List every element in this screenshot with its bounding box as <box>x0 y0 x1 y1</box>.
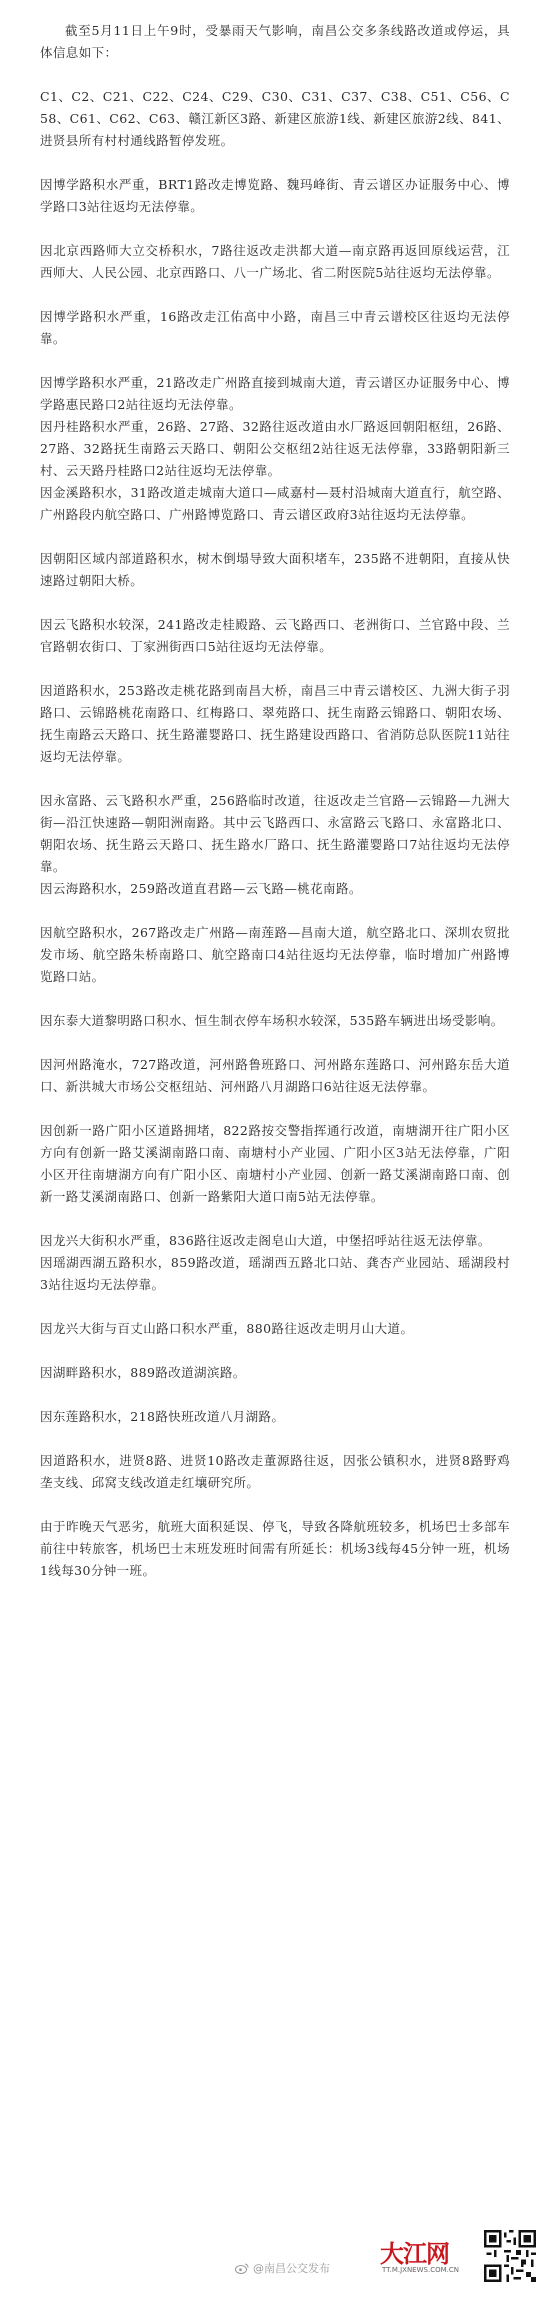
paragraph: 因道路积水，进贤8路、进贤10路改走董源路往返，因张公镇积水，进贤8路野鸡垄支线、邱窝支线改道走红壤研究所。 <box>40 1453 510 1490</box>
paragraph: 因航空路积水，267路改走广州路—南莲路—昌南大道，航空路北口、深圳农贸批发市场、航空路朱桥南路口、航空路南口4站往返均无法停靠，临时增加广州路博览路口站。 <box>40 925 510 984</box>
qr-code-icon <box>484 2230 536 2282</box>
weibo-icon <box>235 2263 249 2274</box>
paragraph: C1、C2、C21、C22、C24、C29、C30、C31、C37、C38、C51、C56、C58、C61、C62、C63、赣江新区3路、新建区旅游1线、新建区旅游2线、841、进贤县所有村村通线路暂停发班。 <box>40 89 510 148</box>
paragraph: 因河州路淹水，727路改道，河州路鲁班路口、河州路东莲路口、河州路东岳大道口、新洪城大市场公交枢纽站、河州路八月湖路口6站往返无法停靠。 <box>40 1057 510 1094</box>
paragraph: 截至5月11日上午9时，受暴雨天气影响，南昌公交多条线路改道或停运，具体信息如下： <box>40 23 510 60</box>
paragraph: 因永富路、云飞路积水严重，256路临时改道，往返改走兰官路—云锦路—九洲大街—沿江快速路—朝阳洲南路。其中云飞路西口、永富路云飞路口、永富路北口、朝阳农场、抚生路云天路口、抚生路水厂路口、抚生路灌婴路口7站往返均无法停靠。 <box>40 793 510 874</box>
paragraph: 因博学路积水严重，BRT1路改走博览路、魏玛峰街、青云谱区办证服务中心、博学路口3站往返均无法停靠。 <box>40 177 510 214</box>
paragraph: 因道路积水，253路改走桃花路到南昌大桥，南昌三中青云谱校区、九洲大街子羽路口、云锦路桃花南路口、红梅路口、翠苑路口、抚生南路云锦路口、朝阳农场、抚生南路云天路口、抚生路灌婴路口、抚生路建设西路口、省消防总队医院11站往返均无法停靠。 <box>40 683 510 764</box>
jxnews-logo <box>380 2232 480 2282</box>
paragraph: 因瑶湖西湖五路积水，859路改道，瑶湖西五路北口站、龚杏产业园站、瑶湖段村3站往返均无法停靠。 <box>40 1255 510 1292</box>
paragraph: 因龙兴大街与百丈山路口积水严重，880路往返改走明月山大道。 <box>40 1321 414 1336</box>
paragraph: 因龙兴大街积水严重，836路往返改走阁皂山大道，中堡招呼站往返无法停靠。 <box>40 1233 491 1248</box>
paragraph: 因北京西路师大立交桥积水，7路往返改走洪都大道—南京路再返回原线运营，江西师大、人民公园、北京西路口、八一广场北、省二附医院5站往返均无法停靠。 <box>40 243 510 280</box>
paragraph: 因东泰大道黎明路口积水、恒生制衣停车场积水较深，535路车辆进出场受影响。 <box>40 1013 504 1028</box>
paragraph: 因丹桂路积水严重，26路、27路、32路往返改道由水厂路返回朝阳枢纽，26路、27路、32路抚生南路云天路口、朝阳公交枢纽2站往返无法停靠，33路朝阳新三村、云天路丹桂路口2站往返均无法停靠。 <box>40 419 510 478</box>
paragraph: 因湖畔路积水，889路改道湖滨路。 <box>40 1365 246 1380</box>
paragraph: 因云海路积水，259路改道直君路—云飞路—桃花南路。 <box>40 881 362 896</box>
paragraph: 因朝阳区域内部道路积水，树木倒塌导致大面积堵车，235路不进朝阳，直接从快速路过朝阳大桥。 <box>40 551 510 588</box>
paragraph: 因东莲路积水，218路快班改道八月湖路。 <box>40 1409 285 1424</box>
logo-url: TT.M.JXNEWS.COM.CN <box>382 2266 459 2274</box>
paragraph: 因创新一路广阳小区道路拥堵，822路按交警指挥通行改道，南塘湖开往广阳小区方向有创新一路艾溪湖南路口南、南塘村小产业园、广阳小区3站无法停靠，广阳小区开往南塘湖方向有广阳小区、南塘村小产业园、创新一路艾溪湖南路口南、创新一路艾溪湖南路口、创新一路紫阳大道口南5站无法停靠。 <box>40 1123 510 1204</box>
logo-text: 大江网 <box>380 2239 449 2268</box>
weibo-watermark <box>235 2260 330 2276</box>
paragraph: 因博学路积水严重，21路改走广州路直接到城南大道，青云谱区办证服务中心、博学路惠民路口2站往返均无法停靠。 <box>40 375 510 412</box>
paragraph: 因云飞路积水较深，241路改走桂殿路、云飞路西口、老洲街口、兰官路中段、兰官路朝农街口、丁家洲街西口5站往返均无法停靠。 <box>40 617 510 654</box>
paragraph: 由于昨晚天气恶劣，航班大面积延误、停飞，导致各降航班较多，机场巴士多部车前往中转旅客，机场巴士末班发班时间需有所延长：机场3线每45分钟一班，机场1线每30分钟一班。 <box>40 1519 510 1578</box>
paragraph: 因博学路积水严重，16路改走江佑高中小路，南昌三中青云谱校区往返均无法停靠。 <box>40 309 510 346</box>
watermark-text: @南昌公交发布 <box>253 2262 330 2275</box>
paragraph: 因金溪路积水，31路改道走城南大道口—咸嘉村—聂村沿城南大道直行，航空路、广州路段内航空路口、广州路博览路口、青云谱区政府3站往返均无法停靠。 <box>40 485 510 522</box>
